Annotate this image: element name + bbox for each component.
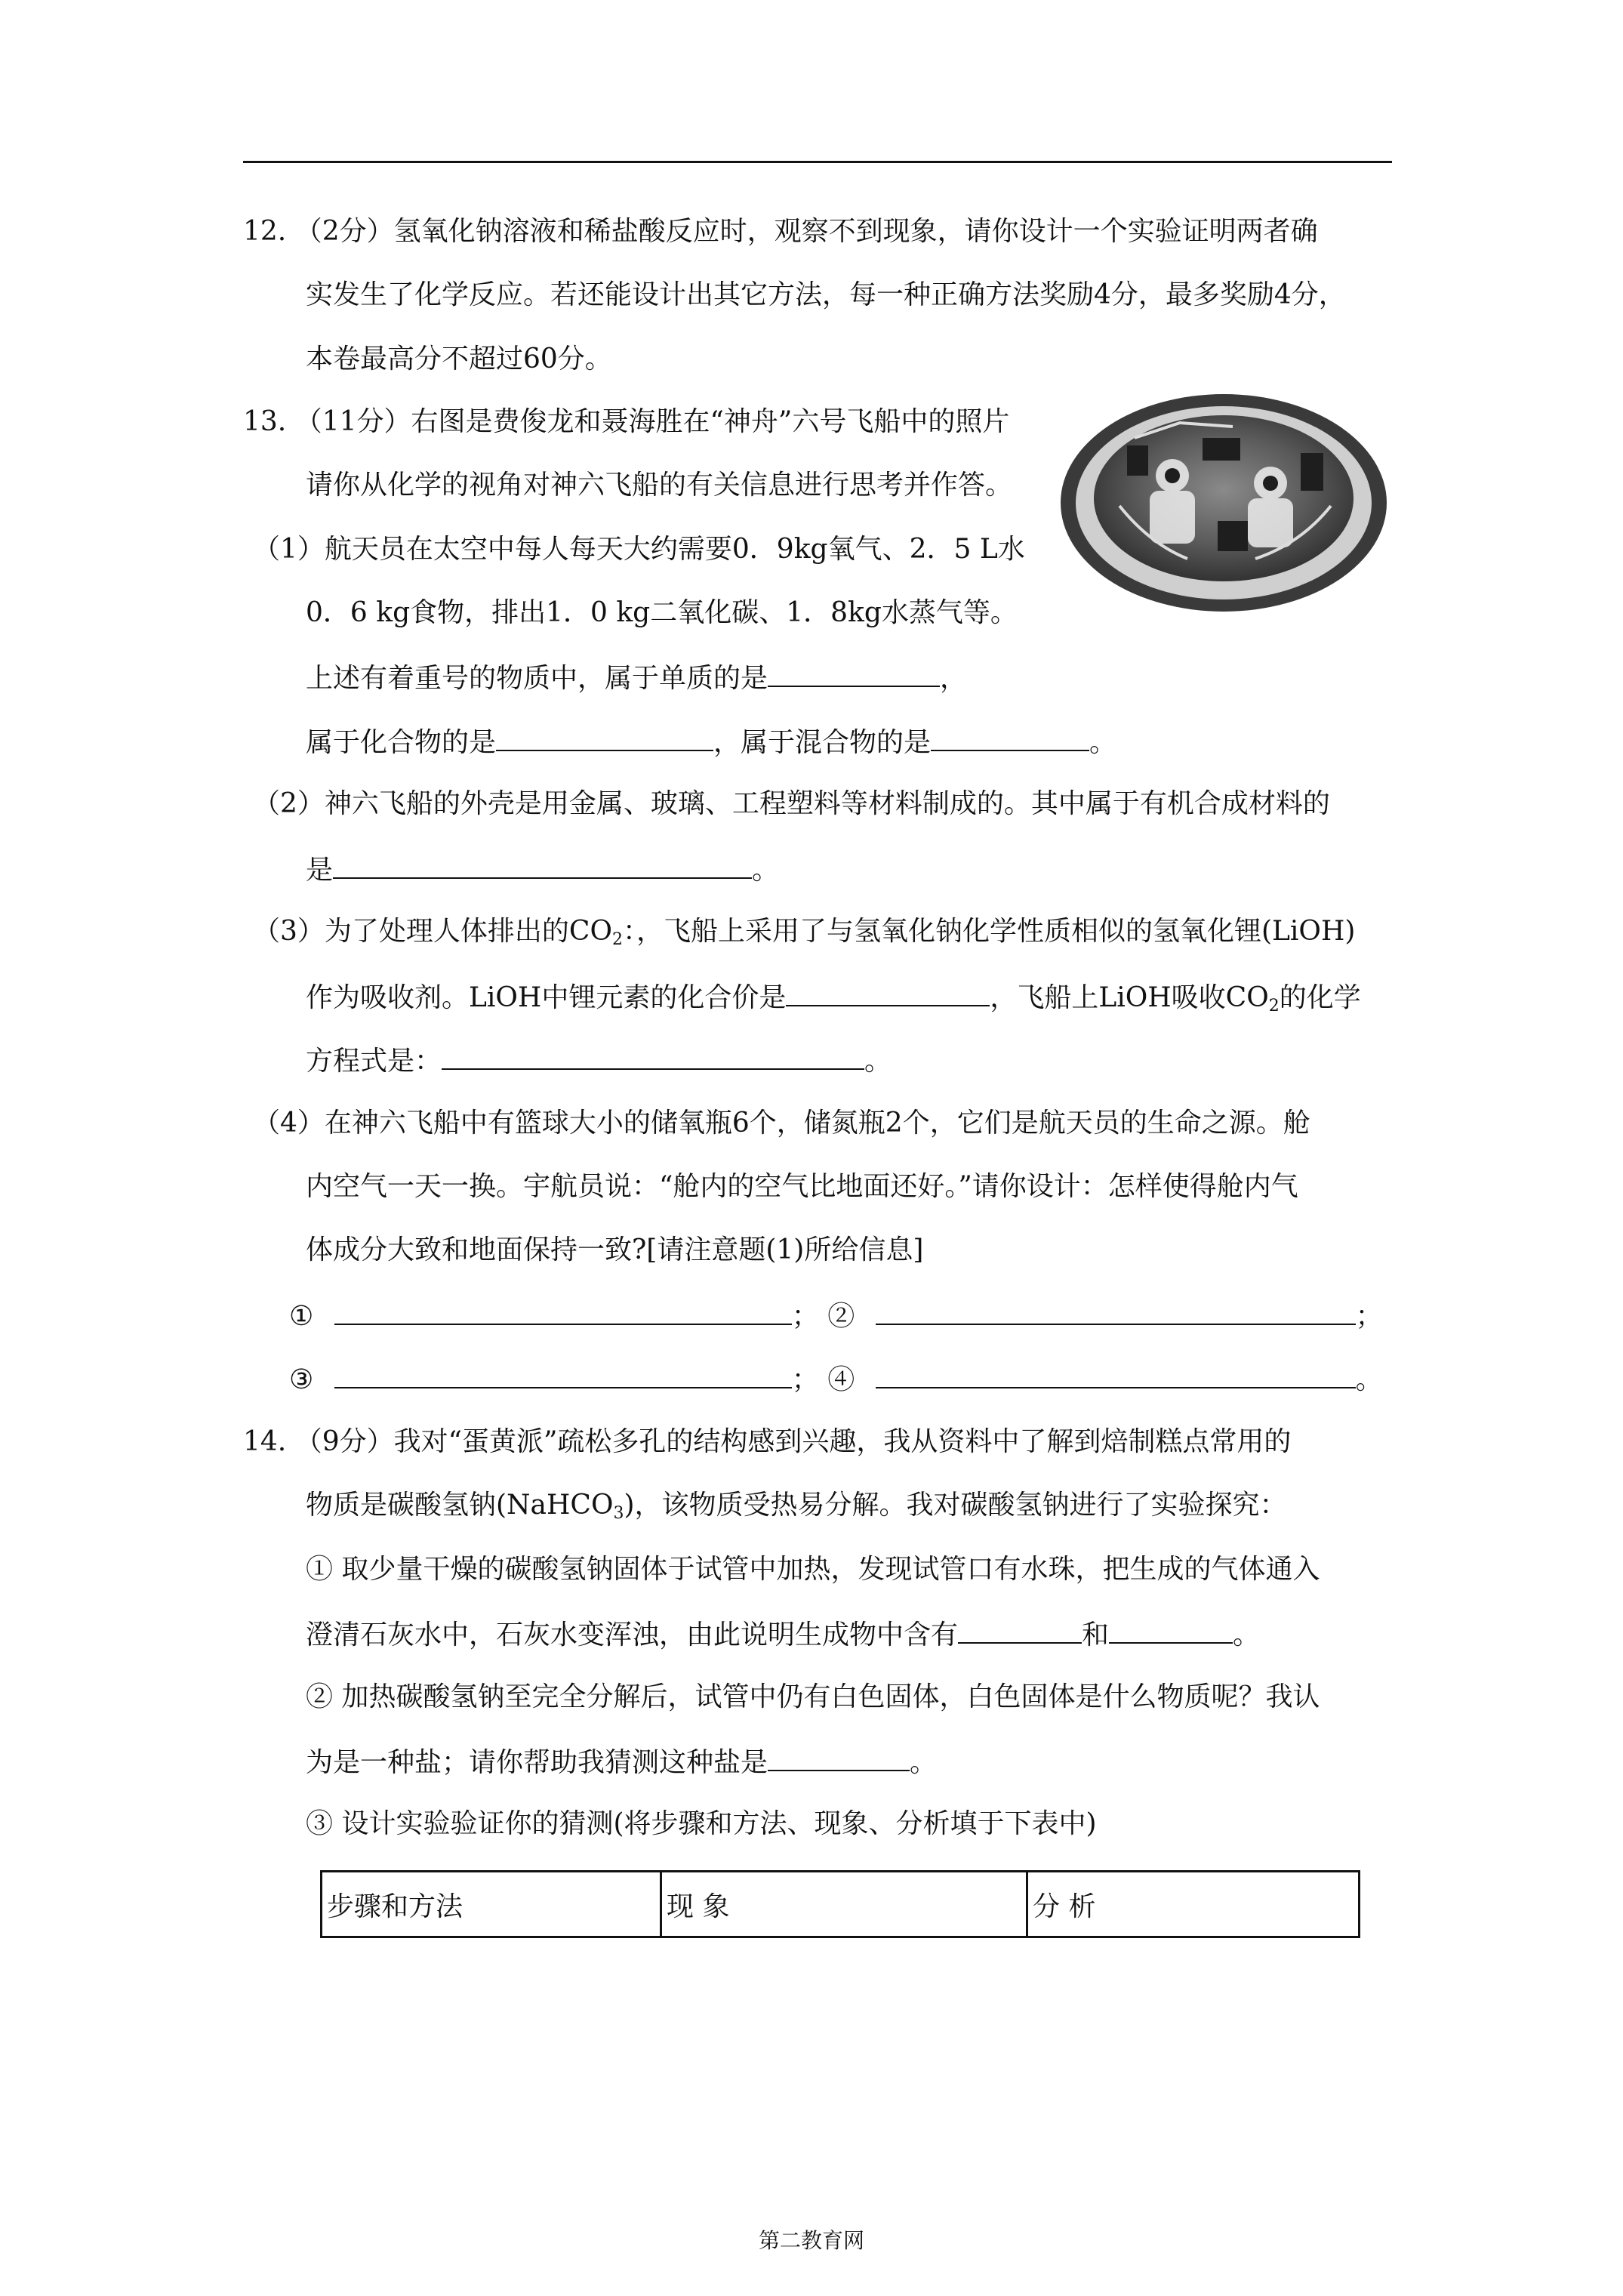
q13-answer-row-1: ① ； ② ； [289,1298,1383,1333]
q12-line-1: 12. （2分）氢氧化钠溶液和稀盐酸反应时，观察不到现象，请你设计一个实验证明两者确 [243,216,1318,247]
answer-blank-design-4[interactable] [876,1361,1356,1388]
q13-part4-line-2: 内空气一天一换。宇航员说：“舱内的空气比地面还好。”请你设计：怎样使得舱内气 [306,1171,1298,1202]
spacecraft-astronauts-photo [1059,393,1388,613]
q12-line-3: 本卷最高分不超过60分。 [306,344,612,374]
q13-part1-line-2: 0．6 kg食物，排出1．0 kg二氧化碳、1．8kg水蒸气等。 [306,597,1018,628]
table-header-row [322,1872,1360,1937]
q13-part1-text-elements: 上述有着重号的物质中，属于单质的是 [306,663,768,694]
q12-line-2: 实发生了化学反应。若还能设计出其它方法，每一种正确方法奖励4分，最多奖励4分， [306,279,1346,310]
q13-part1-line-1: （1）航天员在太空中每人每天大约需要0．9kg氧气、2．5 L水 [253,534,1025,565]
answer-blank-product-1[interactable] [958,1616,1082,1644]
q13-part1-line-3: 上述有着重号的物质中，属于单质的是 ， [306,660,967,695]
answer-blank-elements[interactable] [768,660,940,687]
q13-part4-line-1: （4）在神六飞船中有篮球大小的储氧瓶6个，储氮瓶2个，它们是航天员的生命之源。舱 [253,1108,1310,1139]
q14-line-2: 物质是碳酸氢钠(NaHCO$_3$)，该物质受热易分解。我对碳酸氢钠进行了实验探究： [306,1490,1287,1523]
answer-blank-design-2[interactable] [876,1298,1356,1325]
q14-step3-line-1: ③ 设计实验验证你的猜测(将步骤和方法、现象、分析填于下表中) [306,1808,1097,1839]
answer-blank-synthetic-material[interactable] [333,852,752,879]
q13-part2-line-2: 是 。 [306,852,779,887]
q14-step1-line-1: ① 取少量干燥的碳酸氢钠固体于试管中加热，发现试管口有水珠，把生成的气体通入 [306,1554,1320,1585]
q13-line-1: 13. （11分）右图是费俊龙和聂海胜在“神舟”六号飞船中的照片 [243,406,1010,437]
q13-part3-line-3: 方程式是： 。 [306,1043,892,1078]
answer-blank-design-1[interactable] [334,1298,792,1325]
answer-blank-product-2[interactable] [1109,1616,1233,1644]
q14-step2-line-1: ② 加热碳酸氢钠至完全分解后，试管中仍有白色固体，白色固体是什么物质呢？我认 [306,1681,1320,1712]
table-header-steps: 步骤和方法 [322,1872,661,1937]
answer-blank-compounds[interactable] [496,724,713,751]
q13-part3-line-2: 作为吸收剂。LiOH中锂元素的化合价是 ，飞船上LiOH吸收$CO_2$的化学 [306,979,1361,1023]
answer-blank-design-3[interactable] [334,1361,792,1388]
answer-blank-equation[interactable] [442,1043,864,1070]
q14-line-1: 14. （9分）我对“蛋黄派”疏松多孔的结构感到兴趣，我从资料中了解到焙制糕点常用的 [243,1426,1292,1457]
answer-blank-salt[interactable] [768,1744,910,1771]
answer-blank-mixtures[interactable] [931,724,1089,751]
experiment-table [320,1870,1360,1938]
table-header-analysis: 分 析 [1027,1872,1360,1937]
q13-part2-line-1: （2）神六飞船的外壳是用金属、玻璃、工程塑料等材料制成的。其中属于有机合成材料的 [253,788,1330,819]
q13-part3-line-1: （3）为了处理人体排出的$CO_2$：，飞船上采用了与氢氧化钠化学性质相似的氢氧化锂(LiOH) [253,916,1356,949]
q14-step2-line-2: 为是一种盐；请你帮助我猜测这种盐是 。 [306,1744,937,1780]
q13-answer-row-2: ③ ； ④ 。 [289,1361,1383,1397]
table-header-phenomenon: 现 象 [661,1872,1027,1937]
answer-blank-valence[interactable] [786,979,990,1006]
q13-part4-line-3: 体成分大致和地面保持一致?[请注意题(1)所给信息] [306,1234,924,1265]
page-footer: 第二教育网 [758,2228,864,2253]
q13-line-2: 请你从化学的视角对神六飞船的有关信息进行思考并作答。 [306,470,1013,501]
header-rule [243,161,1392,163]
q14-step1-line-2: 澄清石灰水中，石灰水变浑浊，由此说明生成物中含有 和 。 [306,1616,1260,1652]
q13-part1-line-4: 属于化合物的是 ，属于混合物的是 。 [306,724,1116,760]
